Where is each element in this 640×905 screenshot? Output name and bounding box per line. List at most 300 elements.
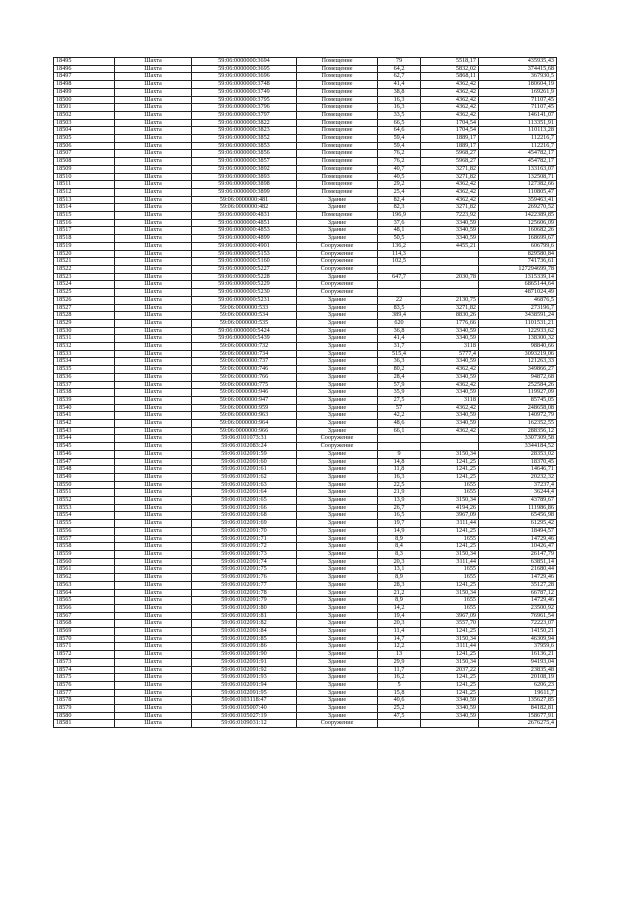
table-row <box>54 119 557 127</box>
value-cell: 28353,02 <box>479 450 557 458</box>
cadastral-number-cell: 59:06:0000000:3795 <box>192 96 297 104</box>
location-cell: Шахта <box>115 173 192 181</box>
table-row <box>54 604 557 612</box>
value-cell: 374415,68 <box>479 65 557 73</box>
row-number-cell: 18502 <box>54 111 115 119</box>
value-cell: 66787,12 <box>479 589 557 597</box>
value-cell: 162352,55 <box>479 420 557 428</box>
cadastral-number-cell: 59:06:0000000:959 <box>192 404 297 412</box>
location-cell: Шахта <box>115 620 192 628</box>
table-row <box>54 689 557 697</box>
table-row <box>54 104 557 112</box>
cadastral-number-cell: 59:06:0102091:94 <box>192 681 297 689</box>
value-cell: 14729,46 <box>479 574 557 582</box>
row-number-cell: 18528 <box>54 312 115 320</box>
table-row <box>54 81 557 89</box>
row-number-cell: 18517 <box>54 227 115 235</box>
table-row <box>54 265 557 273</box>
row-number-cell: 18511 <box>54 181 115 189</box>
value-cell: 3307309,58 <box>479 435 557 443</box>
area-cell: 29,2 <box>378 181 421 189</box>
row-number-cell: 18566 <box>54 604 115 612</box>
cadastral-number-cell: 59:06:0109031:12 <box>192 720 297 728</box>
table-row <box>54 65 557 73</box>
cadastral-number-cell: 59:06:0102091:86 <box>192 643 297 651</box>
rate-cell: 3967,09 <box>421 612 479 620</box>
location-cell: Шахта <box>115 188 192 196</box>
row-number-cell: 18525 <box>54 289 115 297</box>
area-cell: 13,1 <box>378 566 421 574</box>
row-number-cell: 18529 <box>54 319 115 327</box>
value-cell: 349866,27 <box>479 366 557 374</box>
object-type-cell: Помещение <box>297 142 378 150</box>
cadastral-number-cell: 59:06:0000000:3823 <box>192 127 297 135</box>
object-type-cell: Помещение <box>297 165 378 173</box>
location-cell: Шахта <box>115 604 192 612</box>
value-cell: 84182,81 <box>479 705 557 713</box>
location-cell: Шахта <box>115 697 192 705</box>
table-row <box>54 196 557 204</box>
area-cell: 80,2 <box>378 366 421 374</box>
rate-cell: 1241,25 <box>421 681 479 689</box>
value-cell: 20232,32 <box>479 473 557 481</box>
object-type-cell: Сооружение <box>297 258 378 266</box>
table-row <box>54 489 557 497</box>
location-cell: Шахта <box>115 420 192 428</box>
table-row <box>54 165 557 173</box>
cadastral-number-cell: 59:06:0000000:4831 <box>192 212 297 220</box>
area-cell: 196,9 <box>378 212 421 220</box>
location-cell: Шахта <box>115 212 192 220</box>
table-row <box>54 697 557 705</box>
value-cell: 43789,67 <box>479 497 557 505</box>
rate-cell: 3271,82 <box>421 304 479 312</box>
rate-cell: 4362,42 <box>421 427 479 435</box>
area-cell: 11,4 <box>378 628 421 636</box>
rate-cell: 1655 <box>421 489 479 497</box>
location-cell: Шахта <box>115 119 192 127</box>
value-cell: 26147,79 <box>479 551 557 559</box>
location-cell: Шахта <box>115 58 192 66</box>
table-row <box>54 327 557 335</box>
table-row <box>54 566 557 574</box>
value-cell: 10426,47 <box>479 543 557 551</box>
area-cell: 16,3 <box>378 104 421 112</box>
value-cell: 125606,09 <box>479 219 557 227</box>
cadastral-number-cell: 59:06:0000000:3857 <box>192 158 297 166</box>
location-cell: Шахта <box>115 712 192 720</box>
location-cell: Шахта <box>115 312 192 320</box>
value-cell: 18370,45 <box>479 458 557 466</box>
cadastral-number-cell: 59:06:0102091:62 <box>192 473 297 481</box>
row-number-cell: 18578 <box>54 697 115 705</box>
object-type-cell: Здание <box>297 705 378 713</box>
location-cell: Шахта <box>115 427 192 435</box>
object-type-cell: Здание <box>297 512 378 520</box>
area-cell: 16,2 <box>378 674 421 682</box>
table-row <box>54 350 557 358</box>
cadastral-number-cell: 59:06:0102091:84 <box>192 628 297 636</box>
area-cell: 48,1 <box>378 227 421 235</box>
row-number-cell: 18506 <box>54 142 115 150</box>
value-cell: 269270,52 <box>479 204 557 212</box>
rate-cell: 1889,17 <box>421 142 479 150</box>
property-registry-table <box>53 57 557 728</box>
rate-cell: 3340,59 <box>421 412 479 420</box>
cadastral-number-cell: 59:06:0102091:68 <box>192 512 297 520</box>
object-type-cell: Здание <box>297 504 378 512</box>
rate-cell: 4362,42 <box>421 188 479 196</box>
location-cell: Шахта <box>115 520 192 528</box>
table-row <box>54 620 557 628</box>
cadastral-number-cell: 59:06:0103118:47 <box>192 697 297 705</box>
table-row <box>54 443 557 451</box>
rate-cell: 1655 <box>421 535 479 543</box>
value-cell: 169261,9 <box>479 88 557 96</box>
rate-cell: 3340,59 <box>421 373 479 381</box>
location-cell: Шахта <box>115 443 192 451</box>
rate-cell: 3340,59 <box>421 327 479 335</box>
rate-cell: 5868,11 <box>421 73 479 81</box>
object-type-cell: Здание <box>297 466 378 474</box>
rate-cell: 2037,22 <box>421 666 479 674</box>
cadastral-number-cell: 59:06:0105027:19 <box>192 712 297 720</box>
value-cell: 23500,92 <box>479 604 557 612</box>
value-cell: 110805,47 <box>479 188 557 196</box>
area-cell: 41,4 <box>378 81 421 89</box>
row-number-cell: 18541 <box>54 412 115 420</box>
location-cell: Шахта <box>115 250 192 258</box>
area-cell: 48,6 <box>378 420 421 428</box>
table-row <box>54 150 557 158</box>
table-row <box>54 658 557 666</box>
table-row <box>54 127 557 135</box>
row-number-cell: 18512 <box>54 188 115 196</box>
rate-cell: 3271,82 <box>421 204 479 212</box>
rate-cell: 4362,42 <box>421 181 479 189</box>
table-row <box>54 219 557 227</box>
object-type-cell: Сооружение <box>297 289 378 297</box>
value-cell: 14150,21 <box>479 628 557 636</box>
value-cell: 65456,98 <box>479 512 557 520</box>
cadastral-number-cell: 59:06:0000000:966 <box>192 427 297 435</box>
row-number-cell: 18507 <box>54 150 115 158</box>
table-row <box>54 527 557 535</box>
value-cell: 1101531,21 <box>479 319 557 327</box>
cadastral-number-cell: 59:06:0000000:3696 <box>192 73 297 81</box>
row-number-cell: 18565 <box>54 597 115 605</box>
cadastral-number-cell: 59:06:0000000:534 <box>192 312 297 320</box>
cadastral-number-cell: 59:06:0102083:24 <box>192 443 297 451</box>
location-cell: Шахта <box>115 651 192 659</box>
row-number-cell: 18574 <box>54 666 115 674</box>
object-type-cell: Здание <box>297 219 378 227</box>
value-cell: 76961,54 <box>479 612 557 620</box>
cadastral-number-cell: 59:06:0000000:3748 <box>192 81 297 89</box>
cadastral-number-cell: 59:06:0000000:775 <box>192 381 297 389</box>
object-type-cell: Здание <box>297 319 378 327</box>
object-type-cell: Здание <box>297 381 378 389</box>
object-type-cell: Помещение <box>297 188 378 196</box>
area-cell: 35,9 <box>378 389 421 397</box>
rate-cell: 3111,44 <box>421 558 479 566</box>
row-number-cell: 18526 <box>54 296 115 304</box>
area-cell: 28,4 <box>378 373 421 381</box>
object-type-cell: Здание <box>297 558 378 566</box>
rate-cell: 5832,02 <box>421 65 479 73</box>
rate-cell: 4362,42 <box>421 96 479 104</box>
area-cell: 64,2 <box>378 65 421 73</box>
location-cell: Шахта <box>115 666 192 674</box>
rate-cell: 7223,92 <box>421 212 479 220</box>
location-cell: Шахта <box>115 450 192 458</box>
rate-cell: 5968,27 <box>421 150 479 158</box>
location-cell: Шахта <box>115 235 192 243</box>
table-body <box>54 58 557 728</box>
area-cell: 14,8 <box>378 458 421 466</box>
object-type-cell: Здание <box>297 335 378 343</box>
rate-cell: 3271,82 <box>421 173 479 181</box>
area-cell: 66,5 <box>378 119 421 127</box>
location-cell: Шахта <box>115 527 192 535</box>
table-row <box>54 158 557 166</box>
area-cell: 21,2 <box>378 589 421 597</box>
object-type-cell: Помещение <box>297 181 378 189</box>
object-type-cell: Здание <box>297 196 378 204</box>
table-row <box>54 581 557 589</box>
rate-cell: 1655 <box>421 597 479 605</box>
location-cell: Шахта <box>115 473 192 481</box>
location-cell: Шахта <box>115 705 192 713</box>
value-cell: 168699,67 <box>479 235 557 243</box>
value-cell: 71107,45 <box>479 104 557 112</box>
rate-cell: 1241,25 <box>421 466 479 474</box>
table-row <box>54 628 557 636</box>
table-row <box>54 705 557 713</box>
object-type-cell: Здание <box>297 296 378 304</box>
rate-cell: 2030,78 <box>421 273 479 281</box>
location-cell: Шахта <box>115 335 192 343</box>
table-row <box>54 712 557 720</box>
area-cell: 76,2 <box>378 158 421 166</box>
object-type-cell: Здание <box>297 681 378 689</box>
object-type-cell: Помещение <box>297 104 378 112</box>
area-cell: 14,9 <box>378 527 421 535</box>
area-cell: 50,5 <box>378 235 421 243</box>
row-number-cell: 18558 <box>54 543 115 551</box>
table-row <box>54 589 557 597</box>
area-cell: 59,4 <box>378 135 421 143</box>
object-type-cell: Сооружение <box>297 281 378 289</box>
rate-cell <box>421 258 479 266</box>
area-cell: 57,9 <box>378 381 421 389</box>
area-cell: 25,4 <box>378 188 421 196</box>
area-cell: 8,9 <box>378 597 421 605</box>
cadastral-number-cell: 59:06:0000000:5228 <box>192 273 297 281</box>
table-row <box>54 635 557 643</box>
location-cell: Шахта <box>115 273 192 281</box>
table-row <box>54 412 557 420</box>
location-cell: Шахта <box>115 150 192 158</box>
cadastral-number-cell: 59:06:0102091:76 <box>192 574 297 582</box>
cadastral-number-cell: 59:06:0102091:75 <box>192 566 297 574</box>
object-type-cell: Здание <box>297 520 378 528</box>
location-cell: Шахта <box>115 643 192 651</box>
value-cell: 110113,28 <box>479 127 557 135</box>
object-type-cell: Здание <box>297 712 378 720</box>
location-cell: Шахта <box>115 358 192 366</box>
object-type-cell: Здание <box>297 420 378 428</box>
value-cell: 435935,43 <box>479 58 557 66</box>
value-cell: 359463,41 <box>479 196 557 204</box>
object-type-cell: Помещение <box>297 173 378 181</box>
value-cell: 454782,17 <box>479 150 557 158</box>
rate-cell <box>421 289 479 297</box>
row-number-cell: 18495 <box>54 58 115 66</box>
rate-cell: 8830,26 <box>421 312 479 320</box>
rate-cell: 4362,42 <box>421 366 479 374</box>
area-cell: 102,5 <box>378 258 421 266</box>
object-type-cell: Помещение <box>297 81 378 89</box>
area-cell: 14,7 <box>378 635 421 643</box>
cadastral-number-cell: 59:06:0000000:746 <box>192 366 297 374</box>
cadastral-number-cell: 59:06:0000000:5160 <box>192 258 297 266</box>
location-cell: Шахта <box>115 504 192 512</box>
table-row <box>54 504 557 512</box>
row-number-cell: 18564 <box>54 589 115 597</box>
cadastral-number-cell: 59:06:0000000:3898 <box>192 181 297 189</box>
object-type-cell: Здание <box>297 412 378 420</box>
area-cell <box>378 435 421 443</box>
area-cell: 38,8 <box>378 88 421 96</box>
cadastral-number-cell: 59:06:0102091:90 <box>192 651 297 659</box>
value-cell: 127382,66 <box>479 181 557 189</box>
cadastral-number-cell: 59:06:0000000:5439 <box>192 335 297 343</box>
value-cell: 35127,28 <box>479 581 557 589</box>
table-row <box>54 204 557 212</box>
location-cell: Шахта <box>115 489 192 497</box>
cadastral-number-cell: 59:06:0101073:31 <box>192 435 297 443</box>
table-row <box>54 450 557 458</box>
location-cell: Шахта <box>115 319 192 327</box>
value-cell: 127294699,78 <box>479 265 557 273</box>
rate-cell: 3340,59 <box>421 697 479 705</box>
cadastral-number-cell: 59:06:0000000:734 <box>192 350 297 358</box>
object-type-cell: Здание <box>297 651 378 659</box>
rate-cell: 1704,54 <box>421 127 479 135</box>
location-cell: Шахта <box>115 558 192 566</box>
value-cell: 133163,07 <box>479 165 557 173</box>
location-cell: Шахта <box>115 396 192 404</box>
rate-cell: 3340,59 <box>421 712 479 720</box>
value-cell: 273196,7 <box>479 304 557 312</box>
table-row <box>54 273 557 281</box>
area-cell: 40,6 <box>378 697 421 705</box>
location-cell: Шахта <box>115 674 192 682</box>
value-cell: 111986,86 <box>479 504 557 512</box>
cadastral-number-cell: 59:06:0000000:4851 <box>192 219 297 227</box>
object-type-cell: Здание <box>297 304 378 312</box>
location-cell: Шахта <box>115 458 192 466</box>
location-cell: Шахта <box>115 543 192 551</box>
object-type-cell: Здание <box>297 658 378 666</box>
object-type-cell: Здание <box>297 273 378 281</box>
area-cell: 19,4 <box>378 612 421 620</box>
rate-cell: 3340,59 <box>421 335 479 343</box>
table-row <box>54 358 557 366</box>
location-cell: Шахта <box>115 481 192 489</box>
location-cell: Шахта <box>115 389 192 397</box>
object-type-cell: Здание <box>297 589 378 597</box>
table-row <box>54 111 557 119</box>
location-cell: Шахта <box>115 628 192 636</box>
rate-cell: 3111,44 <box>421 643 479 651</box>
object-type-cell: Здание <box>297 604 378 612</box>
location-cell: Шахта <box>115 404 192 412</box>
object-type-cell: Сооружение <box>297 250 378 258</box>
rate-cell: 3150,34 <box>421 589 479 597</box>
object-type-cell: Здание <box>297 450 378 458</box>
area-cell: 8,9 <box>378 574 421 582</box>
row-number-cell: 18497 <box>54 73 115 81</box>
area-cell: 16,3 <box>378 96 421 104</box>
rate-cell: 3271,82 <box>421 165 479 173</box>
value-cell: 138300,32 <box>479 335 557 343</box>
area-cell: 57 <box>378 404 421 412</box>
row-number-cell: 18571 <box>54 643 115 651</box>
area-cell: 16,3 <box>378 473 421 481</box>
location-cell: Шахта <box>115 88 192 96</box>
object-type-cell: Здание <box>297 312 378 320</box>
rate-cell: 3150,34 <box>421 551 479 559</box>
table-row <box>54 473 557 481</box>
row-number-cell: 18532 <box>54 343 115 351</box>
value-cell: 46876,5 <box>479 296 557 304</box>
location-cell: Шахта <box>115 289 192 297</box>
object-type-cell: Здание <box>297 481 378 489</box>
location-cell: Шахта <box>115 65 192 73</box>
row-number-cell: 18546 <box>54 450 115 458</box>
area-cell: 37,6 <box>378 219 421 227</box>
object-type-cell: Помещение <box>297 58 378 66</box>
object-type-cell: Здание <box>297 527 378 535</box>
table-row <box>54 497 557 505</box>
object-type-cell: Помещение <box>297 96 378 104</box>
cadastral-number-cell: 59:06:0102091:82 <box>192 620 297 628</box>
area-cell: 16,5 <box>378 512 421 520</box>
cadastral-number-cell: 59:06:0000000:3899 <box>192 188 297 196</box>
rate-cell <box>421 443 479 451</box>
cadastral-number-cell: 59:06:0102091:69 <box>192 520 297 528</box>
cadastral-number-cell: 59:06:0000000:482 <box>192 204 297 212</box>
table-row <box>54 558 557 566</box>
value-cell: 61295,42 <box>479 520 557 528</box>
location-cell: Шахта <box>115 227 192 235</box>
location-cell: Шахта <box>115 343 192 351</box>
area-cell: 11,7 <box>378 666 421 674</box>
row-number-cell: 18522 <box>54 265 115 273</box>
area-cell <box>378 289 421 297</box>
value-cell: 132508,71 <box>479 173 557 181</box>
area-cell: 11,8 <box>378 466 421 474</box>
table-row <box>54 373 557 381</box>
rate-cell: 1655 <box>421 574 479 582</box>
cadastral-number-cell: 59:06:0102091:65 <box>192 497 297 505</box>
object-type-cell: Здание <box>297 227 378 235</box>
row-number-cell: 18555 <box>54 520 115 528</box>
object-type-cell: Помещение <box>297 150 378 158</box>
cadastral-number-cell: 59:06:0000000:5231 <box>192 296 297 304</box>
